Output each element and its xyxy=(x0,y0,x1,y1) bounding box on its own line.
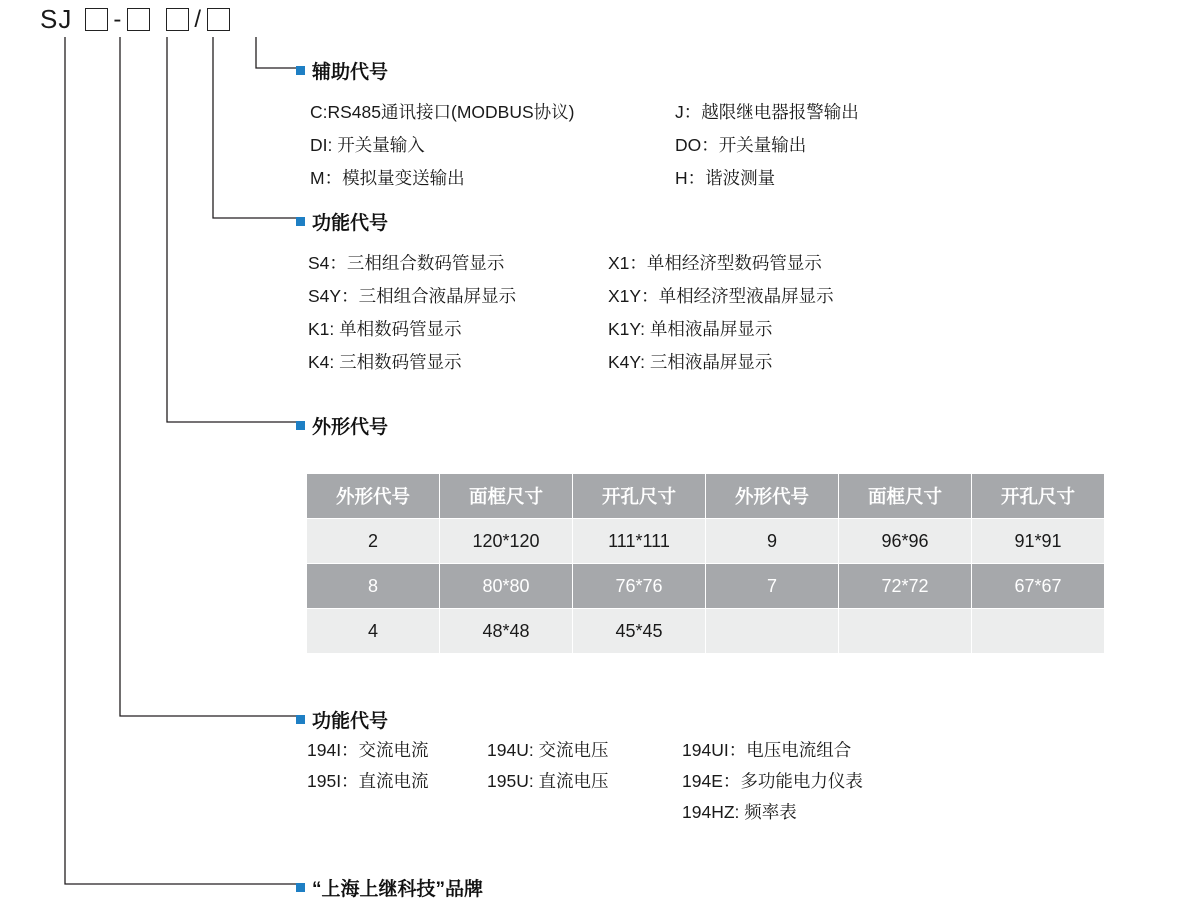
function-entry-3: 194UI：电压电流组合 xyxy=(682,740,852,760)
table-cell: 48*48 xyxy=(440,609,573,654)
model-box-3 xyxy=(166,8,189,31)
table-cell: 91*91 xyxy=(972,519,1105,564)
table-cell: 80*80 xyxy=(440,564,573,609)
display-entry-left: K1: 单相数码管显示 xyxy=(308,319,462,339)
bullet-marker-icon xyxy=(296,715,305,724)
table-header-cell: 面框尺寸 xyxy=(839,474,972,519)
display-entry-right: X1Y：单相经济型液晶屏显示 xyxy=(608,286,834,306)
section-heading-display xyxy=(296,208,388,235)
model-box-1 xyxy=(85,8,108,31)
table-cell: 76*76 xyxy=(573,564,706,609)
table-cell: 67*67 xyxy=(972,564,1105,609)
section-title-shape: 外形代号 xyxy=(312,417,389,438)
display-entry-right: X1：单相经济型数码管显示 xyxy=(608,253,822,273)
display-entries xyxy=(308,247,908,379)
table-cell-empty xyxy=(839,609,972,654)
table-header-cell: 外形代号 xyxy=(706,474,839,519)
function-entry-2: 194U: 交流电压 xyxy=(487,740,609,760)
display-row xyxy=(308,247,908,280)
table-row xyxy=(307,609,1105,654)
section-title-aux: 辅助代号 xyxy=(312,62,389,83)
section-heading-brand xyxy=(296,874,483,901)
section-heading-aux xyxy=(296,57,388,84)
table-header-row xyxy=(307,474,1105,519)
model-code-line xyxy=(40,4,233,35)
table-header-cell: 开孔尺寸 xyxy=(972,474,1105,519)
model-prefix: SJ xyxy=(40,4,73,34)
table-cell: 9 xyxy=(706,519,839,564)
display-entry-left: K4: 三相数码管显示 xyxy=(308,352,462,372)
table-row xyxy=(307,519,1105,564)
display-entry-right: K1Y: 单相液晶屏显示 xyxy=(608,319,773,339)
function-entry-3: 194HZ: 频率表 xyxy=(682,802,797,822)
aux-entries xyxy=(310,96,975,195)
table-cell: 111*111 xyxy=(573,519,706,564)
aux-entry-left: DI: 开关量输入 xyxy=(310,135,425,155)
model-box-2 xyxy=(127,8,150,31)
model-dash: - xyxy=(113,5,123,33)
bullet-marker-icon xyxy=(296,66,305,75)
bullet-marker-icon xyxy=(296,217,305,226)
table-cell: 120*120 xyxy=(440,519,573,564)
table-row xyxy=(307,564,1105,609)
table-cell: 8 xyxy=(307,564,440,609)
function-row xyxy=(307,735,942,766)
display-row xyxy=(308,280,908,313)
function-row xyxy=(307,797,942,828)
table-cell: 72*72 xyxy=(839,564,972,609)
table-cell: 4 xyxy=(307,609,440,654)
table-cell: 96*96 xyxy=(839,519,972,564)
size-table xyxy=(306,473,1105,654)
display-row xyxy=(308,346,908,379)
table-cell: 7 xyxy=(706,564,839,609)
aux-entry-left: C:RS485通讯接口(MODBUS协议) xyxy=(310,102,575,122)
section-title-function: 功能代号 xyxy=(312,711,389,732)
aux-row xyxy=(310,96,975,129)
table-header-cell: 外形代号 xyxy=(307,474,440,519)
section-heading-shape xyxy=(296,412,388,439)
table-cell: 45*45 xyxy=(573,609,706,654)
aux-entry-right: H：谐波测量 xyxy=(675,168,776,188)
aux-row xyxy=(310,129,975,162)
table-cell-empty xyxy=(706,609,839,654)
function-entry-spacer xyxy=(307,797,682,828)
aux-entry-right: DO：开关量输出 xyxy=(675,135,807,155)
function-entry-3: 194E：多功能电力仪表 xyxy=(682,771,863,791)
section-title-display: 功能代号 xyxy=(312,213,389,234)
function-entries xyxy=(307,735,942,828)
function-entry-2: 195U: 直流电压 xyxy=(487,771,609,791)
aux-entry-right: J：越限继电器报警输出 xyxy=(675,102,859,122)
model-box-4 xyxy=(207,8,230,31)
aux-entry-left: M：模拟量变送输出 xyxy=(310,168,465,188)
section-title-brand: “上海上继科技”品牌 xyxy=(312,879,484,900)
function-entry-1: 195I：直流电流 xyxy=(307,771,429,791)
function-row xyxy=(307,766,942,797)
aux-row xyxy=(310,162,975,195)
bullet-marker-icon xyxy=(296,883,305,892)
table-cell: 2 xyxy=(307,519,440,564)
display-row xyxy=(308,313,908,346)
section-heading-function xyxy=(296,706,388,733)
display-entry-right: K4Y: 三相液晶屏显示 xyxy=(608,352,773,372)
display-entry-left: S4Y：三相组合液晶屏显示 xyxy=(308,286,517,306)
model-slash: / xyxy=(194,5,203,33)
display-entry-left: S4：三相组合数码管显示 xyxy=(308,253,505,273)
table-cell-empty xyxy=(972,609,1105,654)
table-header-cell: 开孔尺寸 xyxy=(573,474,706,519)
bullet-marker-icon xyxy=(296,421,305,430)
table-header-cell: 面框尺寸 xyxy=(440,474,573,519)
function-entry-1: 194I：交流电流 xyxy=(307,740,429,760)
